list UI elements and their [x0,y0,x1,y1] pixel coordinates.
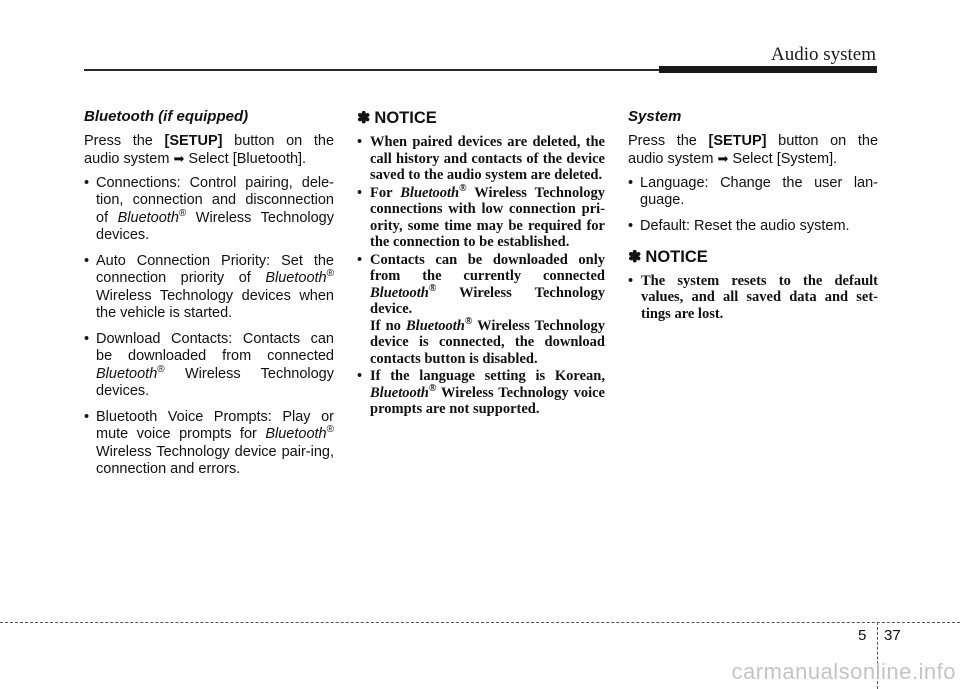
column-bluetooth [84,108,334,487]
setup-button-label: [SETUP] [164,132,223,149]
system-options-list [628,175,878,236]
bluetooth-options-list [84,175,334,479]
arrow-right-icon: ➡ [173,151,185,166]
list-item: • Language: Change the user lan-guage. [628,175,878,210]
arrow-right-icon: ➡ [717,151,729,166]
system-notice-list [628,273,878,323]
list-item: • If the language setting is Korean, Bluetooth® Wireless Technology voice prompts are not supported. [357,368,605,418]
notice-label: NOTICE [374,108,437,127]
header-rule-thin [84,69,659,71]
notice-star-icon: ✽ [628,249,642,266]
system-intro: Press the [SETUP] button on the audio system ➡ Select [System]. [628,132,879,167]
list-item: • Contacts can be downloaded only from the currently connected Bluetooth® Wireless Technology device. If no Bluetooth® Wireless Technology device is connected, the download contacts button is disabled. [357,252,605,368]
notice-list [357,134,605,418]
notice-heading [628,249,878,267]
footer-rule [0,622,960,623]
page-number: 37 [884,627,901,644]
header-title: Audio system [770,44,876,65]
notice-label: NOTICE [645,248,708,266]
list-item: • When paired devices are deleted, the call history and contacts of the device saved to the audio system are deleted. [357,134,605,184]
bluetooth-intro: Press the [SETUP] button on the audio system ➡ Select [Bluetooth]. [84,132,335,167]
list-item: • Bluetooth Voice Prompts: Play or mute voice prompts for Bluetooth® Wireless Technology device pair-ing, connection and errors. [84,409,334,479]
header-rule-thick [659,66,877,73]
list-item: • Default: Reset the audio system. [628,218,878,236]
section-heading-system: System [628,108,682,125]
list-item: • Connections: Control pairing, dele-tion, connection and disconnection of Bluetooth® Wireless Technology devices. [84,175,334,245]
watermark: carmanualsonline.info [731,659,956,684]
section-heading-bluetooth: Bluetooth (if equipped) [84,108,249,125]
chapter-number: 5 [858,627,867,644]
list-item: • Auto Connection Priority: Set the connection priority of Bluetooth® Wireless Technology devices when the vehicle is started. [84,253,334,323]
setup-button-label: [SETUP] [708,132,767,149]
notice-heading [357,108,605,128]
notice-star-icon: ✽ [357,110,371,127]
list-item: • For Bluetooth® Wireless Technology connections with low connection pri-ority, some time may be required for the connection to be established. [357,185,605,251]
column-system [628,108,878,323]
column-notice [357,108,605,419]
list-item: • The system resets to the default values, and all saved data and set-tings are lost. [628,273,878,323]
list-item: • Download Contacts: Contacts can be downloaded from connected Bluetooth® Wireless Technology devices. [84,331,334,401]
